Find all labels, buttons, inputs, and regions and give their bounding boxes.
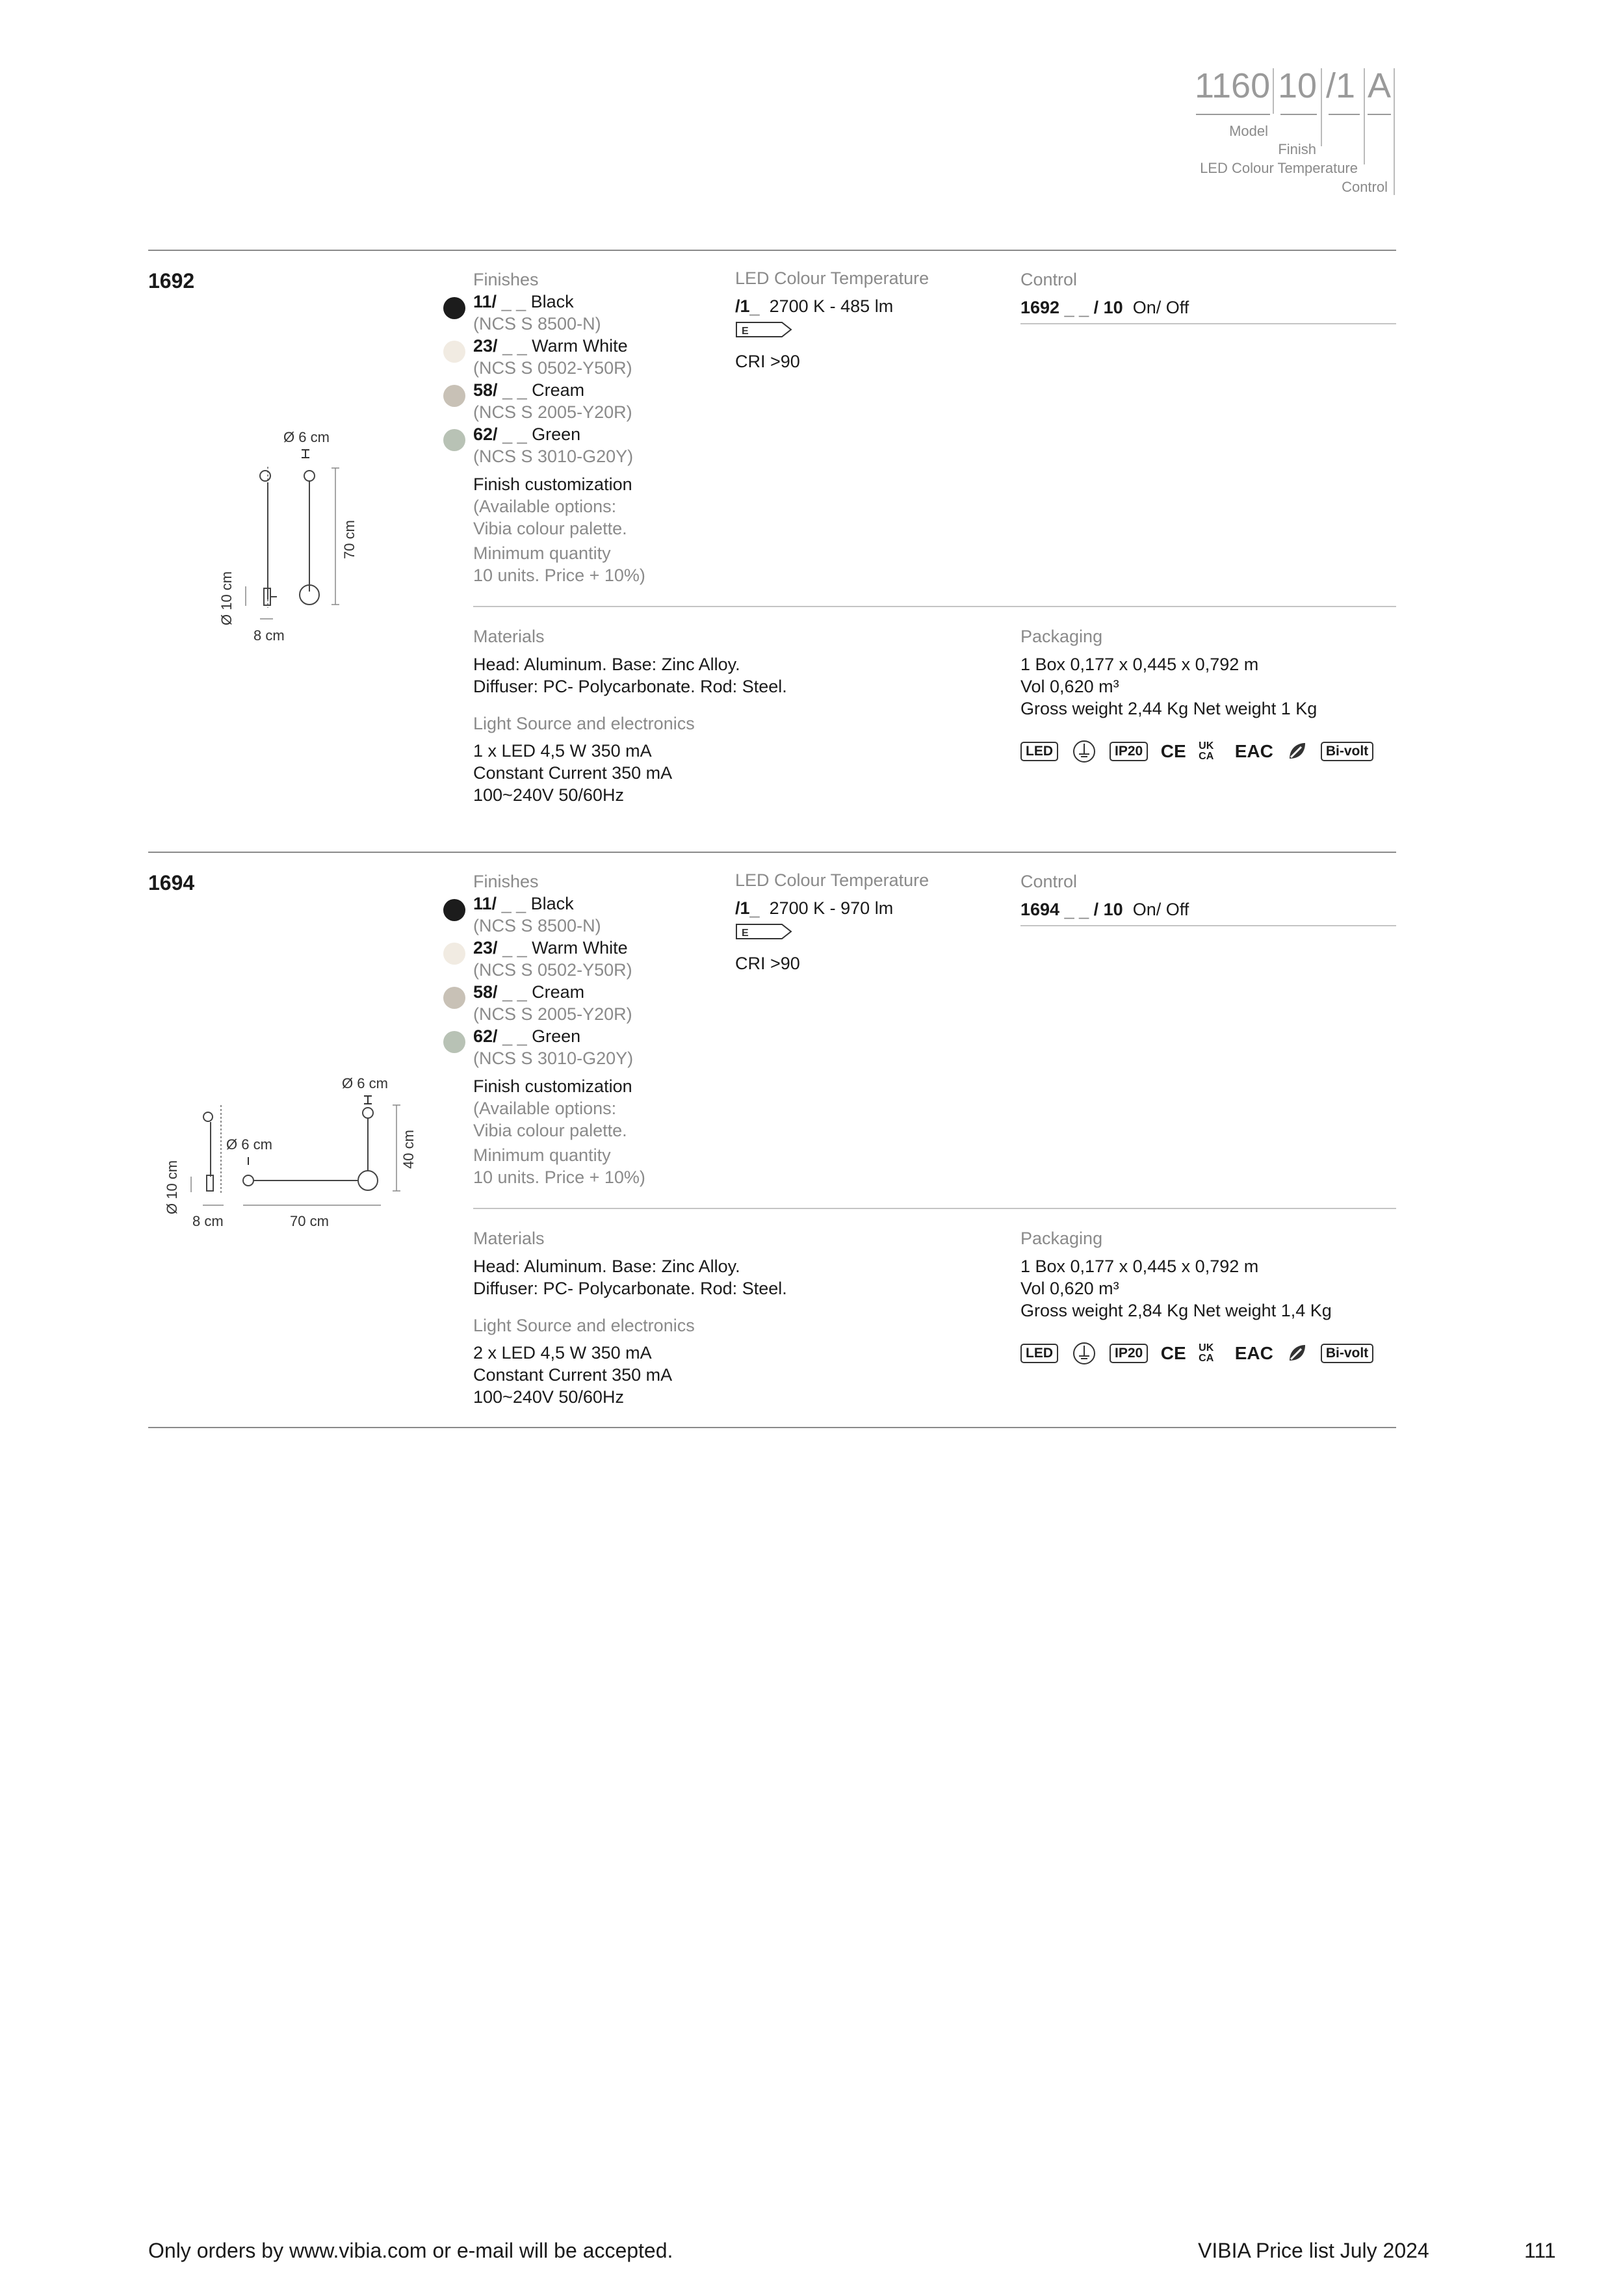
packaging-text: 1 Box 0,177 x 0,445 x 0,792 m Vol 0,620 m³ Gross weight 2,44 Kg Net weight 1 Kg	[1020, 655, 1318, 718]
finishes-label: Finishes	[473, 270, 539, 289]
dim-base-diameter: Ø 10 cm	[164, 1160, 180, 1214]
materials-text: Head: Aluminum. Base: Zinc Alloy. Diffuser: PC- Polycarbonate. Rod: Steel.	[473, 655, 787, 696]
legend-part-model: 1160	[1195, 66, 1271, 105]
class-ii-insulation-icon	[1071, 1340, 1097, 1366]
finishes-label: Finishes	[473, 872, 539, 891]
led-cert-icon: LED	[1020, 1344, 1058, 1363]
ip20-cert-icon: IP20	[1110, 742, 1148, 761]
dim-depth: 8 cm	[192, 1213, 224, 1229]
light-source-text: 2 x LED 4,5 W 350 mA Constant Current 350 mA 100~240V 50/60Hz	[473, 1343, 673, 1407]
finish-item: 23/ _ _ Warm White (NCS S 0502-Y50R)	[473, 336, 632, 378]
materials-text: Head: Aluminum. Base: Zinc Alloy. Diffuser: PC- Polycarbonate. Rod: Steel.	[473, 1257, 787, 1298]
product-1694-drawing	[156, 1066, 429, 1235]
certifications	[1020, 1340, 1381, 1366]
led-value: /1_ 2700 K - 970 lm	[735, 898, 894, 918]
ukca-mark-icon: UK CA	[1199, 740, 1214, 762]
legend-part-control: A	[1368, 66, 1392, 105]
led-label: LED Colour Temperature	[735, 268, 929, 288]
model-number: 1694	[148, 871, 195, 894]
legend-label-control: Control	[1342, 179, 1388, 195]
dim-depth: 8 cm	[253, 627, 285, 644]
legend-label-led: LED Colour Temperature	[1200, 160, 1358, 176]
footer-note: Only orders by www.vibia.com or e-mail will be accepted.	[148, 2239, 673, 2262]
finish-item: 11/ _ _ Black (NCS S 8500-N)	[473, 894, 601, 935]
eac-mark-icon: EAC	[1234, 741, 1273, 761]
class-ii-insulation-icon	[1071, 738, 1097, 764]
finish-swatch-green	[443, 1031, 465, 1053]
packaging-text: 1 Box 0,177 x 0,445 x 0,792 m Vol 0,620 m³ Gross weight 2,84 Kg Net weight 1,4 Kg	[1020, 1257, 1332, 1320]
legend-label-finish: Finish	[1278, 141, 1316, 157]
materials-label: Materials	[473, 627, 545, 646]
ip20-cert-icon: IP20	[1110, 1344, 1148, 1363]
model-number: 1692	[148, 269, 195, 293]
section-divider	[148, 250, 1396, 251]
light-source-text: 1 x LED 4,5 W 350 mA Constant Current 350 mA 100~240V 50/60Hz	[473, 741, 673, 805]
dim-secondary-head-diameter: Ø 6 cm	[226, 1136, 272, 1153]
section-divider	[148, 852, 1396, 853]
finish-customization: Finish customization (Available options: Vibia colour palette. Minimum quantity 10 units. Price + 10%)	[473, 475, 645, 585]
svg-text:E: E	[742, 928, 749, 939]
ce-mark-icon: CE	[1160, 741, 1186, 761]
control-label: Control	[1020, 270, 1078, 289]
finish-swatch-cream	[443, 385, 465, 407]
dim-height: 40 cm	[400, 1130, 417, 1169]
eac-mark-icon: EAC	[1234, 1343, 1273, 1363]
section-divider	[148, 1427, 1396, 1428]
cri-value: CRI >90	[735, 954, 800, 973]
product-1692-drawing	[208, 423, 403, 650]
energy-class-icon	[735, 321, 795, 339]
recycle-leaf-icon	[1286, 1342, 1308, 1364]
legend-part-finish: 10	[1278, 66, 1318, 105]
light-source-label: Light Source and electronics	[473, 1316, 695, 1335]
led-cert-icon: LED	[1020, 742, 1058, 761]
control-divider	[1020, 323, 1396, 324]
packaging-label: Packaging	[1020, 627, 1103, 646]
legend-part-led: /1	[1326, 66, 1356, 105]
control-option: 1694 _ _ / 10 On/ Off	[1020, 900, 1189, 919]
page-number: 111	[1524, 2239, 1556, 2262]
finish-customization: Finish customization (Available options: Vibia colour palette. Minimum quantity 10 units. Price + 10%)	[473, 1076, 645, 1187]
packaging-label: Packaging	[1020, 1229, 1103, 1248]
led-label: LED Colour Temperature	[735, 870, 929, 890]
finish-swatch-black	[443, 899, 465, 921]
finish-item: 11/ _ _ Black (NCS S 8500-N)	[473, 292, 601, 333]
footer-brand: VIBIA Price list July 2024	[1198, 2239, 1429, 2262]
svg-text:E: E	[742, 326, 749, 337]
finish-item: 62/ _ _ Green (NCS S 3010-G20Y)	[473, 1026, 634, 1068]
control-option: 1692 _ _ / 10 On/ Off	[1020, 298, 1189, 317]
dim-head-diameter: Ø 6 cm	[283, 429, 330, 445]
ukca-mark-icon: UK CA	[1199, 1342, 1214, 1364]
details-divider	[473, 606, 1396, 607]
dim-height: 70 cm	[341, 520, 357, 559]
finish-item: 62/ _ _ Green (NCS S 3010-G20Y)	[473, 424, 634, 466]
finish-swatch-cream	[443, 987, 465, 1009]
finish-item: 58/ _ _ Cream (NCS S 2005-Y20R)	[473, 982, 632, 1024]
finish-item: 23/ _ _ Warm White (NCS S 0502-Y50R)	[473, 938, 632, 980]
bi-volt-icon: Bi-volt	[1321, 1344, 1373, 1363]
finish-swatch-green	[443, 429, 465, 451]
dim-head-diameter: Ø 6 cm	[342, 1075, 388, 1091]
certifications	[1020, 738, 1381, 764]
energy-class-icon	[735, 923, 795, 941]
finish-item: 58/ _ _ Cream (NCS S 2005-Y20R)	[473, 380, 632, 422]
cri-value: CRI >90	[735, 352, 800, 371]
details-divider	[473, 1208, 1396, 1209]
finish-swatch-black	[443, 297, 465, 319]
legend-label-model: Model	[1229, 123, 1268, 139]
bi-volt-icon: Bi-volt	[1321, 742, 1373, 761]
control-label: Control	[1020, 872, 1078, 891]
led-value: /1_ 2700 K - 485 lm	[735, 296, 894, 316]
light-source-label: Light Source and electronics	[473, 714, 695, 733]
finish-swatch-warm-white	[443, 943, 465, 965]
finish-swatch-warm-white	[443, 341, 465, 363]
dim-base-diameter: Ø 10 cm	[218, 571, 235, 625]
materials-label: Materials	[473, 1229, 545, 1248]
control-divider	[1020, 925, 1396, 926]
dim-length: 70 cm	[290, 1213, 329, 1229]
recycle-leaf-icon	[1286, 740, 1308, 763]
ce-mark-icon: CE	[1160, 1343, 1186, 1363]
